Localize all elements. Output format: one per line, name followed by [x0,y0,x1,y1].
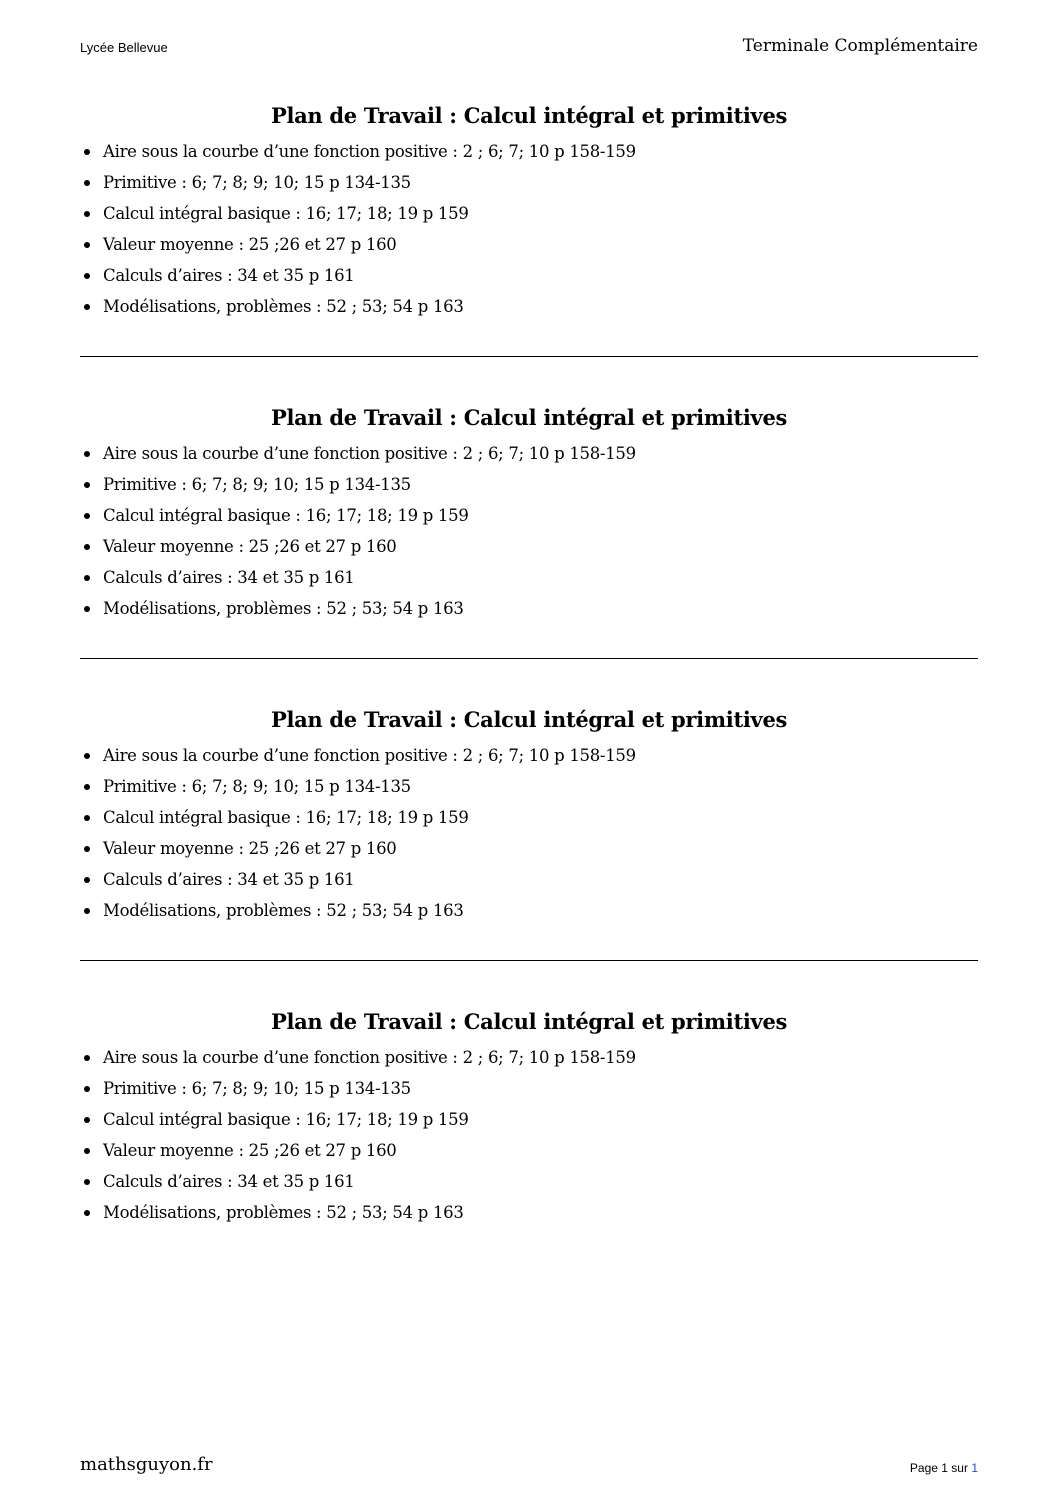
work-plan-section [80,100,978,402]
exercise-item [80,1135,978,1166]
section-divider [80,356,978,357]
exercise-item [80,500,978,531]
exercise-item [80,167,978,198]
exercise-item [80,1166,978,1197]
bullet-icon [84,606,90,612]
exercise-text: Aire sous la courbe d’une fonction positive : 2 ; 6; 7; 10 p 158-159 [103,1048,636,1067]
section-divider [80,658,978,659]
exercise-item [80,229,978,260]
bullet-icon [84,1210,90,1216]
exercise-text: Calculs d’aires : 34 et 35 p 161 [103,266,355,285]
exercise-list [80,740,978,926]
exercise-item [80,531,978,562]
exercise-text: Valeur moyenne : 25 ;26 et 27 p 160 [103,235,397,254]
exercise-text: Aire sous la courbe d’une fonction positive : 2 ; 6; 7; 10 p 158-159 [103,444,636,463]
bullet-icon [84,544,90,550]
exercise-text: Calculs d’aires : 34 et 35 p 161 [103,870,355,889]
page-label: Page 1 sur [909,1461,968,1475]
exercise-item [80,260,978,291]
bullet-icon [84,753,90,759]
exercise-text: Primitive : 6; 7; 8; 9; 10; 15 p 134-135 [103,777,411,796]
class-name: Terminale Complémentaire [742,36,978,56]
exercise-item [80,864,978,895]
bullet-icon [84,1148,90,1154]
exercise-list [80,1042,978,1228]
bullet-icon [84,846,90,852]
school-name: Lycée Bellevue [80,40,168,55]
bullet-icon [84,815,90,821]
exercise-item [80,771,978,802]
bullet-icon [84,304,90,310]
exercise-list [80,438,978,624]
exercise-item [80,136,978,167]
exercise-text: Valeur moyenne : 25 ;26 et 27 p 160 [103,537,397,556]
exercise-text: Valeur moyenne : 25 ;26 et 27 p 160 [103,839,397,858]
bullet-icon [84,513,90,519]
exercise-text: Modélisations, problèmes : 52 ; 53; 54 p 163 [103,599,464,618]
bullet-icon [84,1117,90,1123]
page-total-link[interactable]: 1 [971,1461,978,1475]
exercise-item [80,1073,978,1104]
section-divider [80,960,978,961]
exercise-item [80,1042,978,1073]
exercise-item [80,593,978,624]
exercise-text: Calculs d’aires : 34 et 35 p 161 [103,1172,355,1191]
exercise-item [80,469,978,500]
exercise-text: Modélisations, problèmes : 52 ; 53; 54 p 163 [103,297,464,316]
exercise-item [80,802,978,833]
bullet-icon [84,877,90,883]
exercise-item [80,198,978,229]
bullet-icon [84,149,90,155]
bullet-icon [84,211,90,217]
exercise-list [80,136,978,322]
worksheet-sections [80,100,978,1308]
bullet-icon [84,242,90,248]
exercise-item [80,1197,978,1228]
exercise-text: Primitive : 6; 7; 8; 9; 10; 15 p 134-135 [103,173,411,192]
exercise-item [80,833,978,864]
work-plan-section [80,704,978,1006]
bullet-icon [84,180,90,186]
bullet-icon [84,451,90,457]
work-plan-section [80,402,978,704]
page-indicator [910,1461,978,1475]
exercise-item [80,895,978,926]
exercise-item [80,291,978,322]
bullet-icon [84,1055,90,1061]
exercise-text: Aire sous la courbe d’une fonction positive : 2 ; 6; 7; 10 p 158-159 [103,142,636,161]
section-title: Plan de Travail : Calcul intégral et primitives [270,1009,788,1034]
exercise-text: Calculs d’aires : 34 et 35 p 161 [103,568,355,587]
section-title: Plan de Travail : Calcul intégral et primitives [270,405,788,430]
exercise-item [80,438,978,469]
section-title: Plan de Travail : Calcul intégral et primitives [270,707,788,732]
bullet-icon [84,784,90,790]
section-title: Plan de Travail : Calcul intégral et primitives [270,103,788,128]
exercise-text: Valeur moyenne : 25 ;26 et 27 p 160 [103,1141,397,1160]
bullet-icon [84,273,90,279]
exercise-text: Primitive : 6; 7; 8; 9; 10; 15 p 134-135 [103,475,411,494]
exercise-text: Calcul intégral basique : 16; 17; 18; 19 p 159 [103,204,469,223]
bullet-icon [84,1086,90,1092]
exercise-text: Calcul intégral basique : 16; 17; 18; 19 p 159 [103,506,469,525]
exercise-item [80,740,978,771]
exercise-item [80,1104,978,1135]
exercise-text: Calcul intégral basique : 16; 17; 18; 19 p 159 [103,1110,469,1129]
bullet-icon [84,482,90,488]
exercise-item [80,562,978,593]
exercise-text: Calcul intégral basique : 16; 17; 18; 19 p 159 [103,808,469,827]
exercise-text: Primitive : 6; 7; 8; 9; 10; 15 p 134-135 [103,1079,411,1098]
exercise-text: Aire sous la courbe d’une fonction positive : 2 ; 6; 7; 10 p 158-159 [103,746,636,765]
exercise-text: Modélisations, problèmes : 52 ; 53; 54 p 163 [103,901,464,920]
work-plan-section [80,1006,978,1308]
bullet-icon [84,1179,90,1185]
footer-site: mathsguyon.fr [80,1454,213,1475]
bullet-icon [84,575,90,581]
bullet-icon [84,908,90,914]
exercise-text: Modélisations, problèmes : 52 ; 53; 54 p 163 [103,1203,464,1222]
